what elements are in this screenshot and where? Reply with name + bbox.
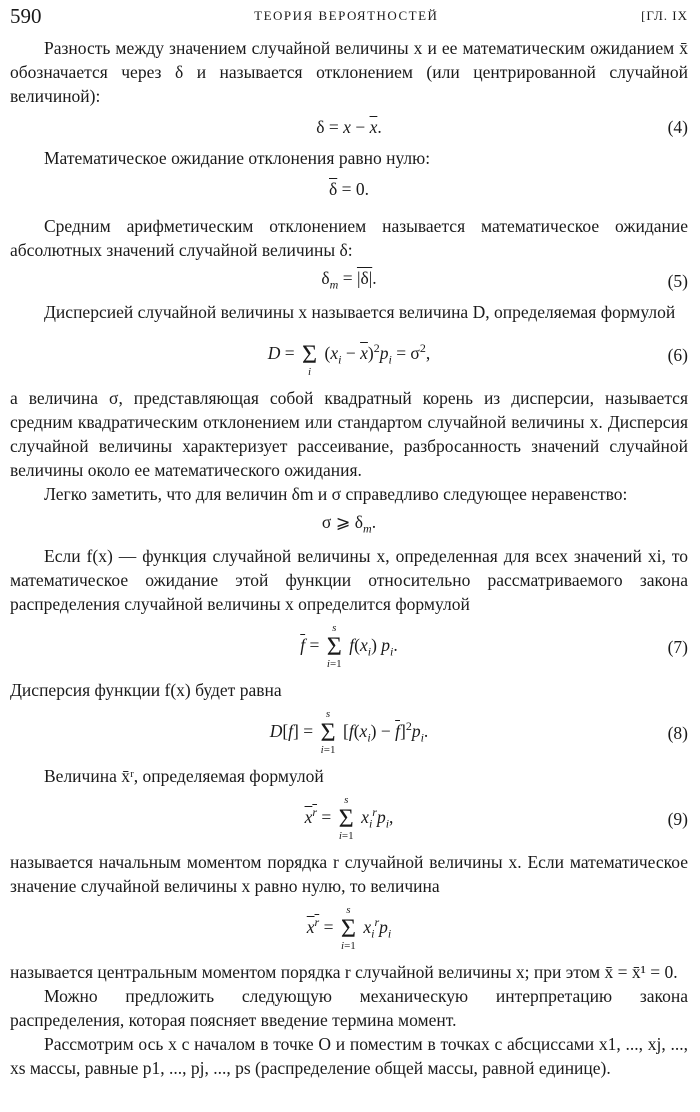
paragraph: Математическое ожидание отклонения равно нулю: [44,148,431,168]
paragraph: называется начальным моментом порядка r случайной величины x. Если математическое значение случайной величины x равно нулю, то величина [10,852,688,896]
equation-6: D = Σ i $(x_i - \overline{x})^2p_i = \sigma^2$, (6) [267,340,688,378]
equation-number: (7) [667,637,688,657]
running-title: ТЕОРИЯ ВЕРОЯТНОСТЕЙ [254,8,439,23]
equation-5: $\delta_m = |\delta|$. (5) [321,267,688,292]
page-number: 590 [10,3,42,28]
paragraph: Средним арифметическим отклонением называется математическое ожидание абсолютных значений случайной величины δ: [10,216,688,260]
paragraph: Можно предложить следующую механическую интерпретацию закона распределения, которая поясняет введение термина момент. [10,986,688,1030]
equation-9: $x^r$ = s Σ i=1 $x_i^rp_i$, (9) [304,794,688,842]
equation-mean-deviation: $\overline{\delta} = 0$. [329,179,369,199]
chapter-label: [ГЛ. IX [641,8,688,23]
paragraph: Разность между значением случайной величины x и ее математическим ожиданием x̄ обозначается через δ и называется отклонением (или центрированной случайной величиной): [10,38,688,106]
paragraph: Дисперсией случайной величины x называется величина D, определяемая формулой [44,302,676,322]
paragraph: называется центральным моментом порядка r случайной величины x; при этом x̄ = x̄¹ = 0. [10,962,678,982]
equation-4: $\delta = x - \overline{x}$. (4) [316,117,688,137]
equation-8: D[f] = s Σ i=1 $[f(x_i) - \overline{f}]^2p_i$. (8) [269,708,688,756]
paragraph: Величина x̄ʳ, определяемая формулой [44,766,324,786]
paragraph: Если f(x) — функция случайной величины x, определенная для всех значений xi, то математическое ожидание этой функции относительно рассматриваемого закона распределения случайной величины x определится формулой [10,546,688,614]
page-header [10,2,688,30]
paragraph: а величина σ, представляющая собой квадратный корень из дисперсии, называется средним квадратическим отклонением или стандартом случайной величины x. Дисперсия случайной величины характеризует рассеивание, разбросанность значений случайной величины около ее математического ожидания. [10,388,688,480]
equation-inequality: σ ⩾ $\delta_m$. [321,511,377,536]
page-body [10,36,688,1080]
paragraph: Рассмотрим ось x с началом в точке O и поместим в точках с абсциссами x1, ..., xj, ..., xs массы, равные p1, ..., pj, ..., ps (распределение общей массы, равной единице). [10,1034,688,1078]
equation-number: (5) [667,271,688,291]
equation-7: $\overline{f}$ = s Σ i=1 $f(x_i)$ $p_i$. (7) [300,622,688,670]
equation-number: (9) [667,809,688,829]
paragraph: Легко заметить, что для величин δm и σ справедливо следующее неравенство: [44,484,628,504]
equation-number: (8) [667,723,688,743]
equation-central-moment: $x^r$ = s Σ i=1 $x_i^rp_i$ [306,904,392,952]
equation-number: (4) [667,117,688,137]
paragraph: Дисперсия функции f(x) будет равна [10,680,282,700]
equation-number: (6) [667,345,688,365]
